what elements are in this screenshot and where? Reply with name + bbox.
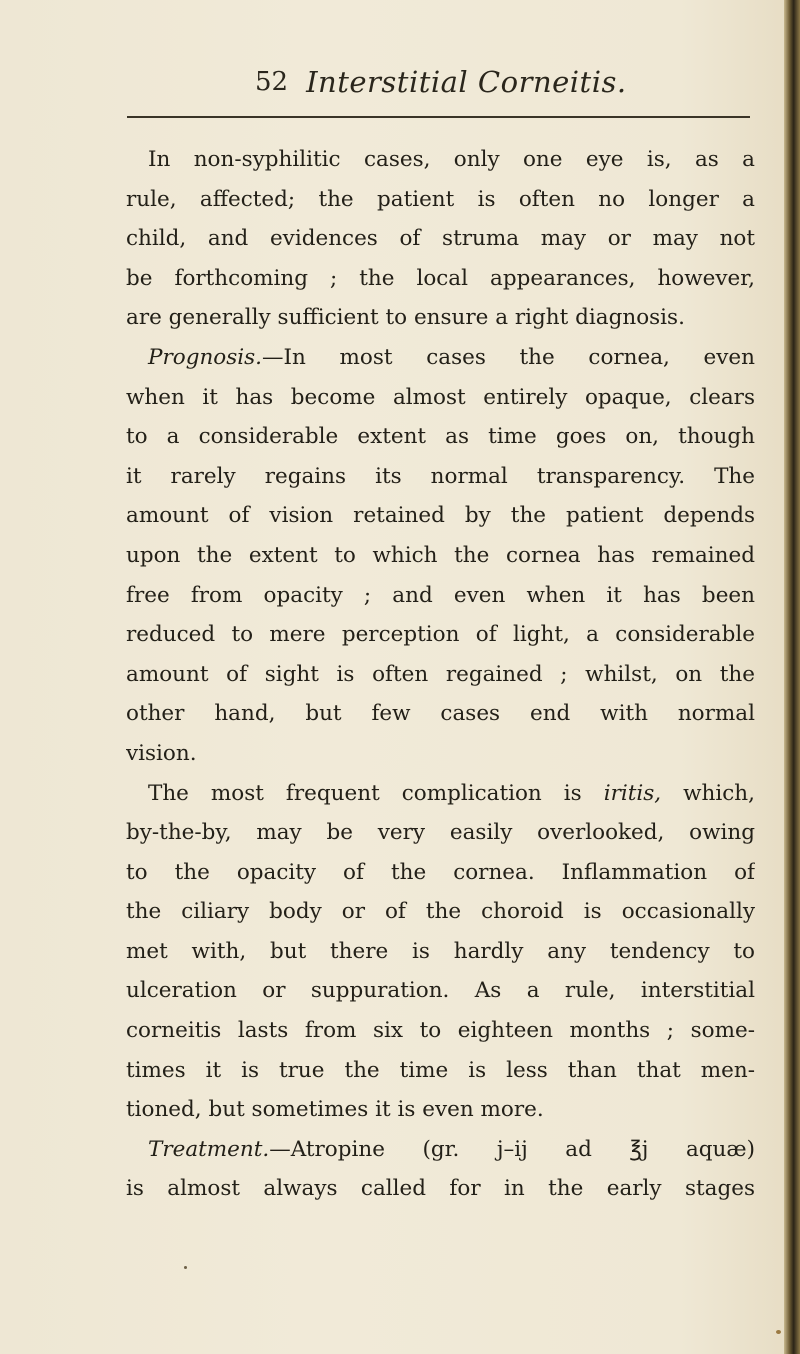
text-line: to a considerable extent as time goes on, though: [126, 424, 755, 450]
text-line: met with, but there is hardly any tendency to: [126, 938, 755, 964]
text-line: amount of vision retained by the patient depends: [126, 503, 755, 529]
text-line: ulceration or suppuration. As a rule, interstitial: [126, 978, 755, 1004]
page-header: [0, 62, 800, 102]
page-number: 52: [255, 67, 289, 97]
text-line: is almost always called for in the early stages: [126, 1176, 755, 1202]
paper-speck: [776, 1330, 781, 1334]
text-line: reduced to mere perception of light, a considerable: [126, 622, 755, 648]
text-line: The most frequent complication is iritis, which,: [148, 780, 755, 806]
text-line: are generally sufficient to ensure a right diagnosis.: [126, 305, 685, 331]
text-line: when it has become almost entirely opaque, clears: [126, 384, 755, 410]
text-line: Prognosis.—In most cases the cornea, even: [148, 344, 755, 370]
header-rule: [127, 116, 750, 118]
text-line: tioned, but sometimes it is even more.: [126, 1097, 544, 1123]
text-line: times it is true the time is less than that men-: [126, 1057, 755, 1083]
section-heading-prognosis: Prognosis.: [148, 344, 263, 370]
text-line: upon the extent to which the cornea has remained: [126, 542, 755, 568]
text-line: to the opacity of the cornea. Inflammation of: [126, 859, 755, 885]
text-line: it rarely regains its normal transparency. The: [126, 463, 755, 489]
text-line: vision.: [126, 740, 197, 766]
section-heading-treatment: Treatment.: [148, 1136, 270, 1162]
text-line: corneitis lasts from six to eighteen months ; some-: [126, 1018, 755, 1044]
text-line: the ciliary body or of the choroid is occasionally: [126, 899, 755, 925]
text-line: rule, affected; the patient is often no longer a: [126, 186, 755, 212]
text-line: amount of sight is often regained ; whilst, on the: [126, 661, 755, 687]
paper-speck: [184, 1266, 187, 1269]
text-line: Treatment.—Atropine (gr. j–ij ad ℥j aquæ): [148, 1136, 755, 1162]
text-line: be forthcoming ; the local appearances, however,: [126, 265, 755, 291]
body-text: [126, 140, 755, 1209]
running-title: Interstitial Corneitis.: [306, 65, 627, 99]
text-line: other hand, but few cases end with normal: [126, 701, 755, 727]
text-line: by-the-by, may be very easily overlooked, owing: [126, 820, 755, 846]
text-line: child, and evidences of struma may or may not: [126, 226, 755, 252]
book-binding-edge: [784, 0, 800, 1354]
term-iritis: iritis,: [603, 780, 662, 806]
text-line: free from opacity ; and even when it has been: [126, 582, 755, 608]
text-line: In non-syphilitic cases, only one eye is, as a: [148, 147, 755, 172]
